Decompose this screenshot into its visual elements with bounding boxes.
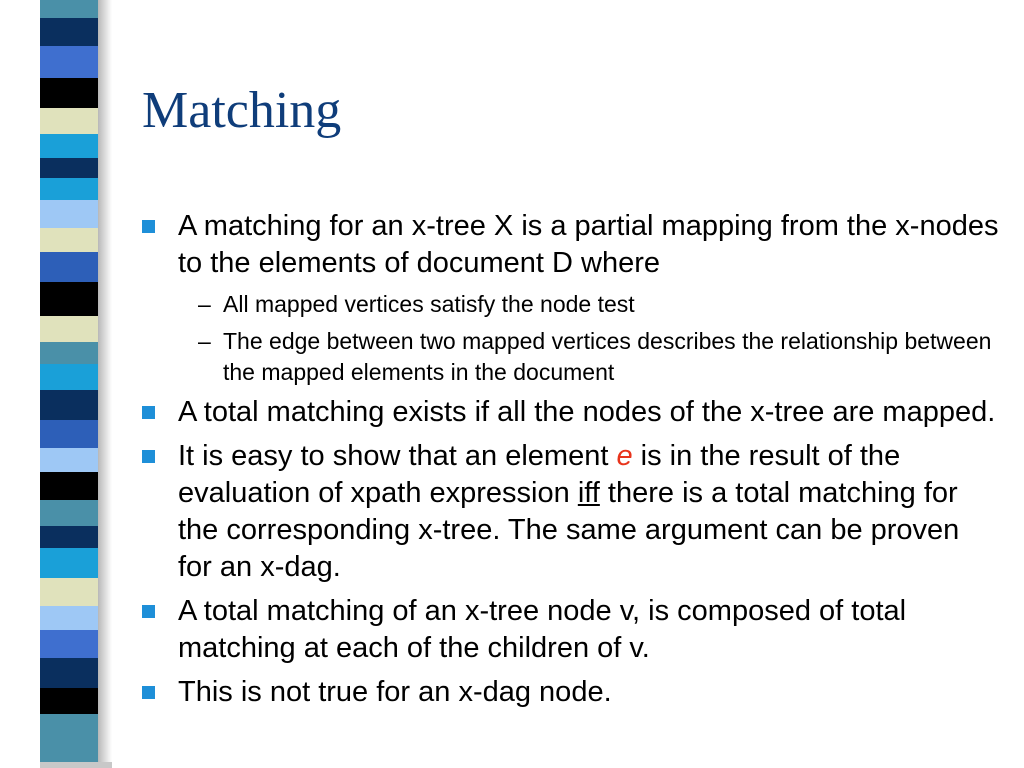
dash-bullet-icon: –: [198, 291, 211, 317]
underlined-iff: iff: [577, 477, 600, 509]
sub-bullet-item: [140, 289, 1000, 320]
emphasis-e: e: [616, 440, 633, 472]
bullet-text-part: is in the result of the evaluation of xpath expression: [178, 440, 901, 509]
stripe-segment: [40, 658, 98, 688]
stripe-segment: [40, 228, 98, 252]
stripe-segment: [40, 178, 98, 200]
slide-title: Matching: [142, 82, 342, 139]
stripe-segment: [40, 282, 98, 316]
stripe-segment: [40, 78, 98, 108]
bullet-text-part: there is a total matching for the corresponding x-tree. The same argument can be proven for an x-dag.: [178, 477, 960, 583]
stripe-segment: [40, 548, 98, 578]
bullet-text: A matching for an x-tree X is a partial mapping from the x-nodes to the elements of document D where: [178, 210, 999, 279]
stripe-segment: [40, 500, 98, 526]
stripe-segment: [40, 578, 98, 606]
square-bullet-icon: [142, 406, 155, 419]
stripe-segment: [40, 606, 98, 630]
stripe-segment: [40, 200, 98, 228]
bullet-item: [140, 674, 1000, 711]
bullet-text-part: It is easy to show that an element: [178, 440, 617, 472]
slide-body: [140, 208, 1000, 718]
stripe-segment: [40, 158, 98, 178]
bullet-text: A total matching exists if all the nodes of the x-tree are mapped.: [178, 396, 996, 428]
stripe-shadow: [98, 0, 112, 768]
stripe-segment: [40, 18, 98, 46]
decorative-stripe-bar: [40, 0, 98, 768]
stripe-segment: [40, 688, 98, 714]
sub-bullet-text: The edge between two mapped vertices describes the relationship between the mapped elements in the document: [223, 328, 992, 385]
bullet-text: This is not true for an x-dag node.: [178, 676, 612, 708]
bullet-item: [140, 438, 1000, 586]
stripe-segment: [40, 316, 98, 342]
stripe-segment: [40, 0, 98, 18]
stripe-segment: [40, 744, 98, 762]
stripe-segment: [40, 390, 98, 420]
stripe-segment: [40, 252, 98, 282]
square-bullet-icon: [142, 686, 155, 699]
square-bullet-icon: [142, 605, 155, 618]
square-bullet-icon: [142, 450, 155, 463]
stripe-bottom-shadow: [40, 762, 112, 768]
sub-bullet-text: All mapped vertices satisfy the node test: [223, 291, 635, 317]
stripe-segment: [40, 472, 98, 500]
bullet-text: A total matching of an x-tree node v, is composed of total matching at each of the children of v.: [178, 595, 907, 664]
dash-bullet-icon: –: [198, 328, 211, 354]
sub-bullet-item: [140, 326, 1000, 388]
stripe-segment: [40, 420, 98, 448]
stripe-segment: [40, 448, 98, 472]
stripe-segment: [40, 714, 98, 744]
stripe-segment: [40, 630, 98, 658]
stripe-segment: [40, 134, 98, 158]
stripe-segment: [40, 108, 98, 134]
stripe-segment: [40, 46, 98, 78]
square-bullet-icon: [142, 220, 155, 233]
bullet-item: [140, 394, 1000, 431]
stripe-segment: [40, 526, 98, 548]
stripe-segment: [40, 342, 98, 364]
bullet-item: [140, 208, 1000, 282]
bullet-item: [140, 593, 1000, 667]
stripe-segment: [40, 364, 98, 390]
